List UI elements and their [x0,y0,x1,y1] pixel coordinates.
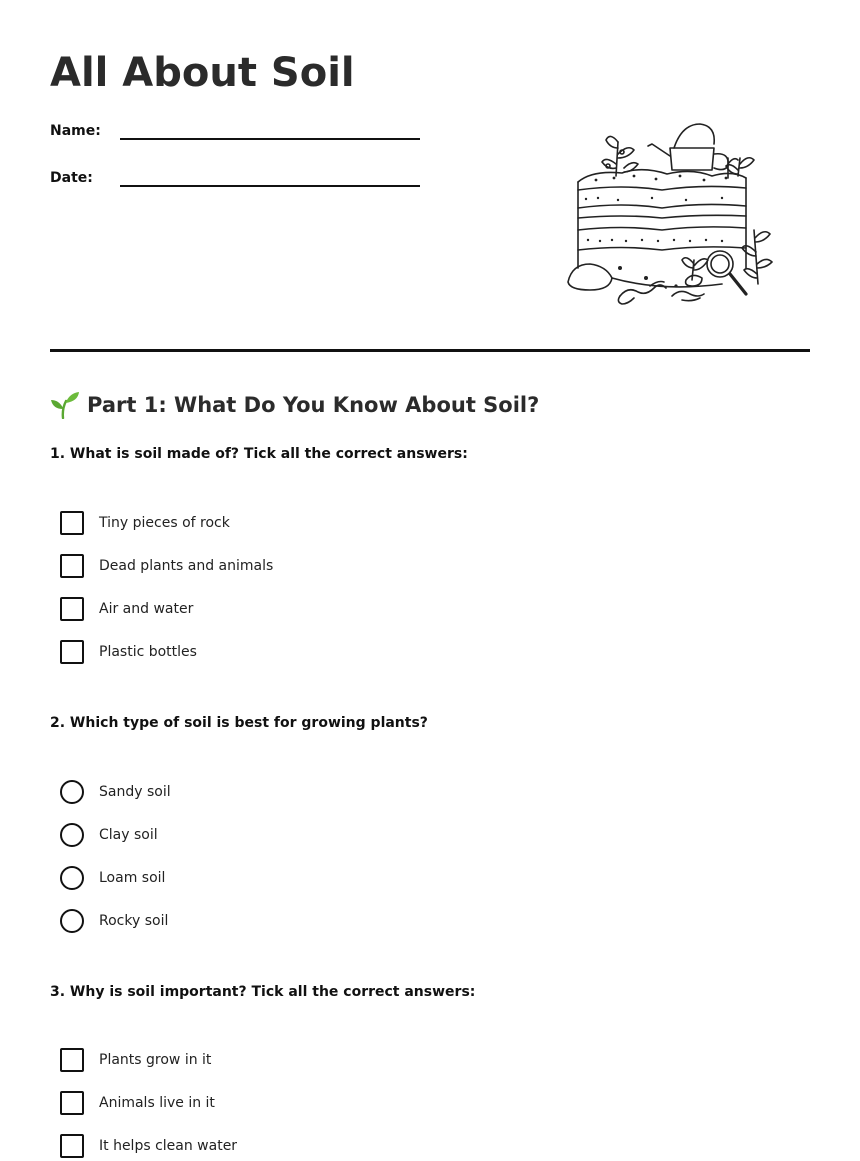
option-label: Rocky soil [99,913,169,929]
radio-button[interactable] [60,823,84,847]
q1-option-1[interactable] [60,511,230,535]
worksheet-title: All About Soil [50,50,355,96]
q3-option-2[interactable] [60,1091,215,1115]
checkbox[interactable] [60,554,84,578]
name-field [50,123,430,153]
q3-option-1[interactable] [60,1048,211,1072]
q2-option-2[interactable] [60,823,158,847]
checkbox[interactable] [60,597,84,621]
option-label: Animals live in it [99,1095,215,1111]
worksheet-page [50,0,810,1161]
date-label: Date: [50,170,93,186]
question-3: 3. Why is soil important? Tick all the correct answers: [50,984,476,1000]
checkbox[interactable] [60,1091,84,1115]
option-label: Clay soil [99,827,158,843]
q2-option-3[interactable] [60,866,165,890]
question-1: 1. What is soil made of? Tick all the correct answers: [50,446,468,462]
q2-option-4[interactable] [60,909,168,933]
q1-option-4[interactable] [60,640,197,664]
checkbox[interactable] [60,511,84,535]
checkbox[interactable] [60,640,84,664]
part1-heading [50,390,539,420]
section-divider [50,349,810,352]
option-label: Plants grow in it [99,1052,212,1068]
option-label: Dead plants and animals [99,558,274,574]
question-2: 2. Which type of soil is best for growing plants? [50,715,428,731]
soil-layers-illustration-icon [562,118,784,308]
date-field [50,170,430,200]
part1-title: Part 1: What Do You Know About Soil? [87,393,540,417]
checkbox[interactable] [60,1134,84,1158]
name-blank-line[interactable] [120,138,420,140]
radio-button[interactable] [60,909,84,933]
q3-option-3[interactable] [60,1134,237,1158]
option-label: Plastic bottles [99,644,197,660]
radio-button[interactable] [60,866,84,890]
q1-option-3[interactable] [60,597,193,621]
date-blank-line[interactable] [120,185,420,187]
option-label: Loam soil [99,870,166,886]
q2-option-1[interactable] [60,780,171,804]
option-label: Sandy soil [99,784,171,800]
option-label: Air and water [99,601,194,617]
name-label: Name: [50,123,101,139]
q1-option-2[interactable] [60,554,273,578]
option-label: Tiny pieces of rock [99,515,230,531]
checkbox[interactable] [60,1048,84,1072]
sprout-icon [50,391,80,419]
radio-button[interactable] [60,780,84,804]
option-label: It helps clean water [99,1138,238,1154]
